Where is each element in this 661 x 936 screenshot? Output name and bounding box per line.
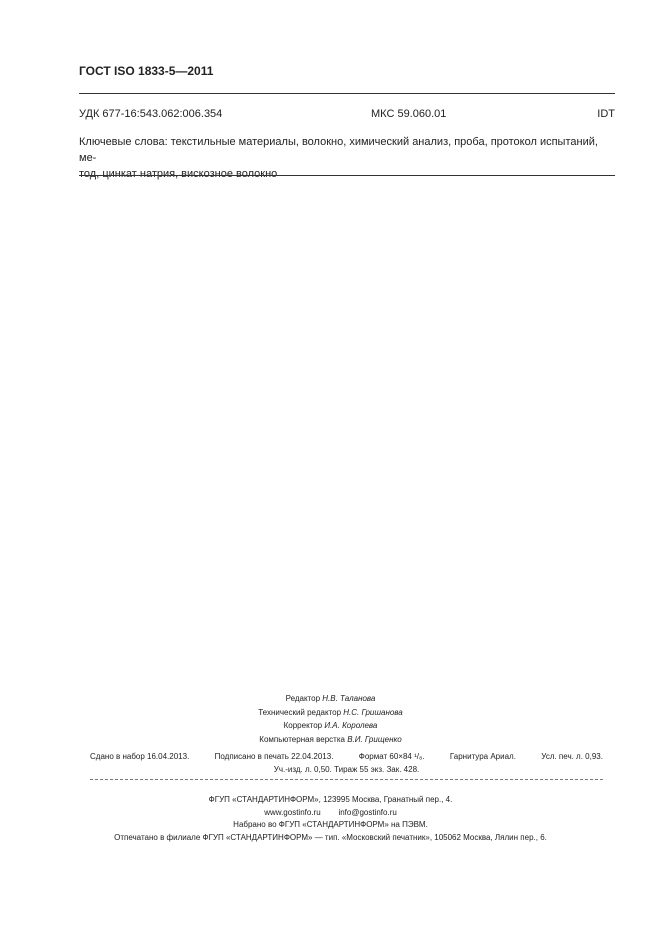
mks-code: МКС 59.060.01	[371, 108, 447, 120]
layout-name: В.И. Грищенко	[347, 734, 402, 744]
keywords-line: тод, цинкат натрия, вискозное волокно	[79, 168, 278, 180]
editorial-credits	[0, 692, 661, 746]
proofreader-name: И.А. Королева	[324, 721, 378, 730]
proofreader-role: Корректор	[283, 721, 325, 730]
standard-number: ГОСТ ISO 1833-5—2011	[79, 64, 214, 78]
submitted-date: Сдано в набор 16.04.2013.	[90, 752, 190, 761]
tech-editor-line	[0, 706, 661, 720]
paper-format: Формат 60×84 ¹/₈.	[358, 752, 425, 761]
editor-name: Н.В. Таланова	[322, 694, 376, 703]
publication-info	[90, 750, 603, 776]
dashed-divider	[90, 779, 603, 780]
editor-role: Редактор	[285, 694, 323, 703]
imprint-line: ФГУП «СТАНДАРТИНФОРМ», 123995 Москва, Гранатный пер., 4.	[208, 795, 453, 804]
imprint-line: Отпечатано в филиале ФГУП «СТАНДАРТИНФОРМ» — тип. «Московский печатник», 105062 Москва, Лялин пер., 6.	[114, 832, 547, 842]
publication-row	[90, 750, 603, 763]
editor-line	[0, 692, 661, 706]
imprint-block	[0, 794, 661, 844]
proofreader-line	[0, 719, 661, 733]
layout-role: Компьютерная верстка	[259, 734, 348, 744]
layout-line	[0, 733, 661, 747]
header-divider	[79, 93, 615, 94]
tech-editor-name: Н.С. Гришанова	[343, 707, 403, 717]
keywords-divider	[79, 175, 615, 176]
idt-label: IDT	[597, 108, 615, 120]
typeface: Гарнитура Ариал.	[449, 752, 516, 761]
signed-date: Подписано в печать 22.04.2013.	[214, 752, 334, 761]
keywords-line: Ключевые слова: текстильные материалы, волокно, химический анализ, проба, протокол испытаний, ме-	[79, 136, 598, 164]
publication-row-2: Уч.-изд. л. 0,50. Тираж 55 экз. Зак. 428.	[273, 765, 420, 774]
udk-code: УДК 677-16:543.062:006.354	[79, 108, 223, 120]
imprint-line: Набрано во ФГУП «СТАНДАРТИНФОРМ» на ПЭВМ.	[233, 820, 428, 829]
tech-editor-role: Технический редактор	[258, 707, 344, 717]
imprint-line: www.gostinfo.ru info@gostinfo.ru	[264, 807, 397, 817]
print-sheets: Усл. печ. л. 0,93.	[541, 752, 603, 761]
